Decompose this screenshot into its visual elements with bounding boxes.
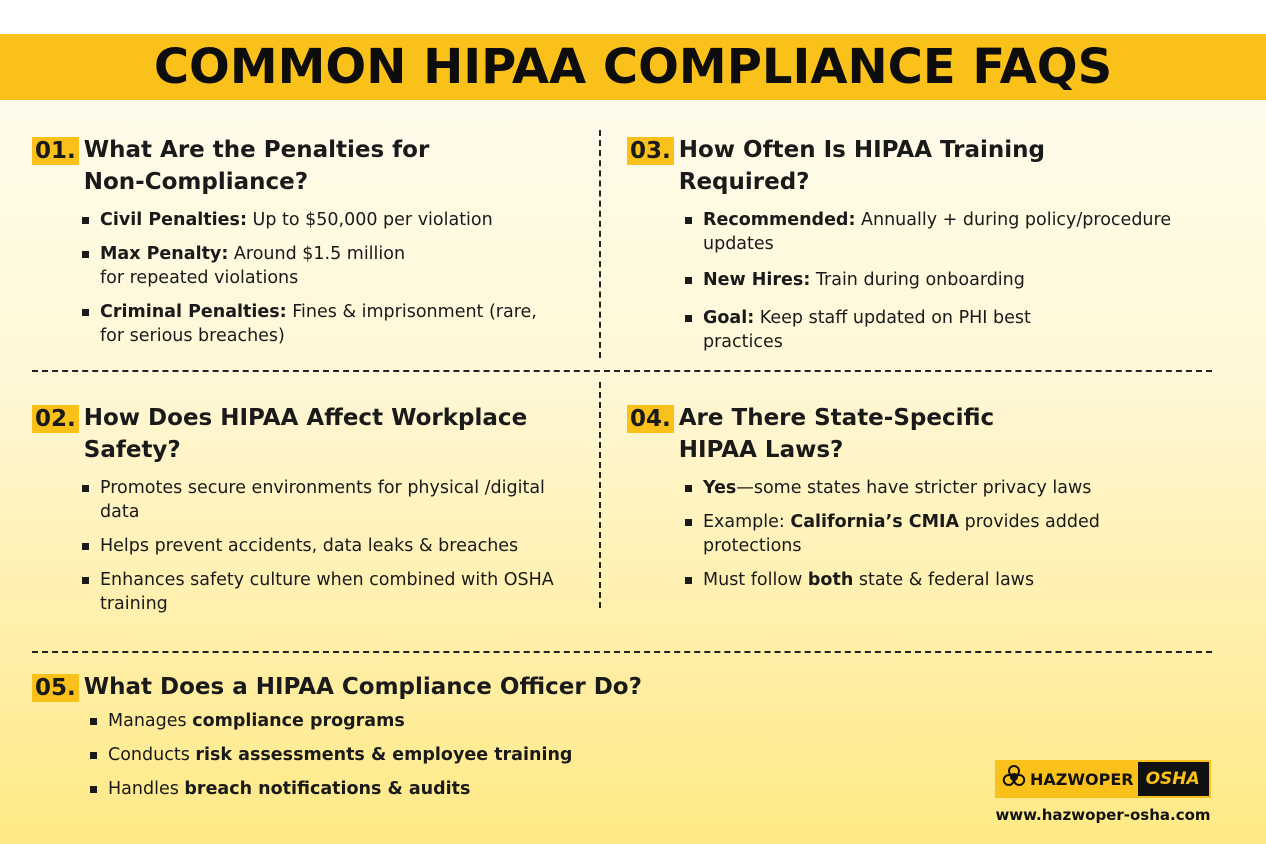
faq-bullet: Example: California’s CMIA provides added protections (683, 510, 1173, 558)
divider-horizontal (32, 370, 1212, 372)
divider-vertical (599, 130, 601, 358)
top-margin (0, 0, 1266, 34)
logo-brand-left: HAZWOPER (1030, 769, 1134, 789)
faq-bullet: Handles breach notifications & audits (88, 777, 792, 801)
faq-question: How Does HIPAA Affect Workplace Safety? (83, 405, 528, 463)
faq-question: What Are the Penalties for Non-Compliance? (83, 137, 430, 195)
faq-bullet: New Hires: Train during onboarding (683, 268, 1237, 292)
faq-04 (627, 402, 1227, 602)
faq-number: 04. (627, 405, 674, 433)
divider-vertical (599, 382, 601, 608)
faq-number: 03. (627, 137, 674, 165)
biohazard-icon (1001, 764, 1027, 794)
faq-question: What Does a HIPAA Compliance Officer Do? (83, 674, 642, 700)
faq-bullet: Helps prevent accidents, data leaks & breaches (80, 534, 592, 558)
logo-brand-right: OSHA (1145, 769, 1200, 789)
faq-number: 01. (32, 137, 79, 165)
faq-bullet: Criminal Penalties: Fines & imprisonment (rare, for serious breaches) (80, 300, 540, 348)
faq-bullet: Promotes secure environments for physical /digital data (80, 476, 570, 524)
faq-question: How Often Is HIPAA Training Required? (678, 137, 1046, 195)
faq-question: Are There State-Specific HIPAA Laws? (678, 405, 995, 463)
faq-03 (627, 134, 1237, 364)
faq-05 (32, 671, 792, 811)
faq-number: 02. (32, 405, 79, 433)
faq-bullet: Must follow both state & federal laws (683, 568, 1227, 592)
faq-bullet: Recommended: Annually + during policy/procedure updates (683, 208, 1233, 256)
logo-badge (995, 760, 1211, 798)
faq-bullet: Goal: Keep staff updated on PHI best practices (683, 306, 1093, 354)
faq-bullet: Conducts risk assessments & employee training (88, 743, 792, 767)
brand-logo (995, 760, 1211, 824)
title-banner (0, 34, 1266, 100)
faq-bullet: Civil Penalties: Up to $50,000 per violation (80, 208, 572, 232)
faq-02 (32, 402, 592, 626)
faq-number: 05. (32, 674, 79, 702)
divider-horizontal (32, 651, 1212, 653)
faq-bullet: Max Penalty: Around $1.5 million for repeated violations (80, 242, 430, 290)
faq-bullet: Yes—some states have stricter privacy laws (683, 476, 1227, 500)
logo-left (997, 762, 1138, 796)
website-url: www.hazwoper-osha.com (995, 806, 1211, 824)
page-title: COMMON HIPAA COMPLIANCE FAQS (153, 39, 1113, 95)
faq-bullet: Manages compliance programs (88, 709, 792, 733)
faq-bullet: Enhances safety culture when combined with OSHA training (80, 568, 570, 616)
faq-01 (32, 134, 572, 358)
